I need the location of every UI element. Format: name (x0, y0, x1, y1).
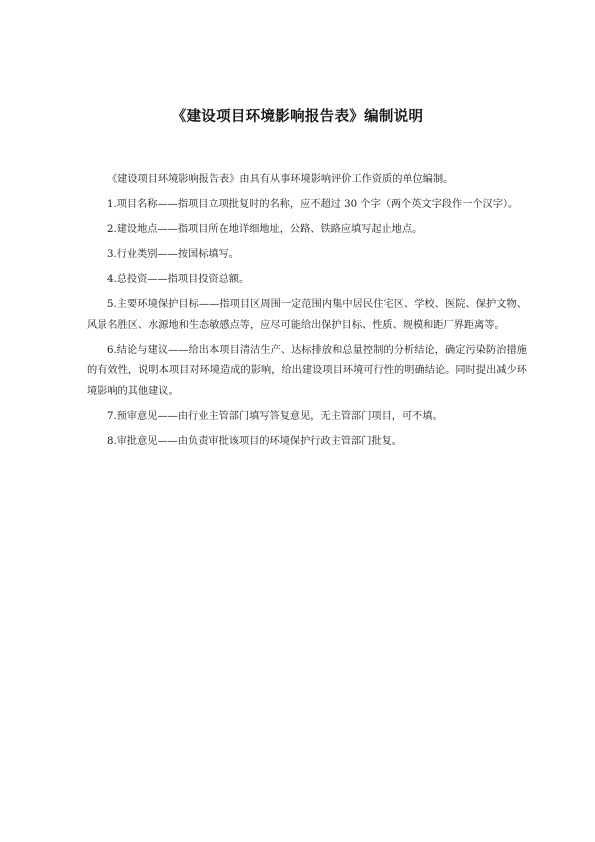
item-industry-category: 3.行业类别——按国标填写。 (107, 249, 239, 260)
item-construction-site: 2.建设地点——指项目所在地详细地址，公路、铁路应填写起止地点。 (107, 224, 423, 235)
item-protection-targets: 5.主要环境保护目标——指项目区周围一定范围内集中居民住宅区、学校、医院、保护文物、风景名胜区、水源地和生态敏感点等，应尽可能给出保护目标、性质、规模和距厂界距离等。 (87, 299, 527, 331)
item-total-investment: 4.总投资——指项目投资总额。 (107, 274, 250, 285)
instructions-body (87, 170, 527, 457)
item-conclusions: 6.结论与建议——给出本项目清洁生产、达标排放和总量控制的分析结论，确定污染防治措施的有效性，说明本项目对环境造成的影响，给出建设项目环境可行性的明确结论。同时提出减少环境影响的其他建议。 (87, 344, 527, 397)
item-project-name: 1.项目名称——指项目立项批复时的名称，应不超过 30 个字（两个英文字段作一个汉字）。 (107, 199, 519, 210)
item-approval-opinion: 8.审批意见——由负责审批该项目的环境保护行政主管部门批复。 (107, 435, 402, 447)
item-preliminary-review: 7.预审意见——由行业主管部门填写答复意见，无主管部门项目，可不填。 (107, 410, 443, 422)
intro-paragraph: 《建设项目环境影响报告表》由具有从事环境影响评价工作资质的单位编制。 (107, 174, 454, 185)
page-title: 《建设项目环境影响报告表》编制说明 (171, 109, 424, 125)
